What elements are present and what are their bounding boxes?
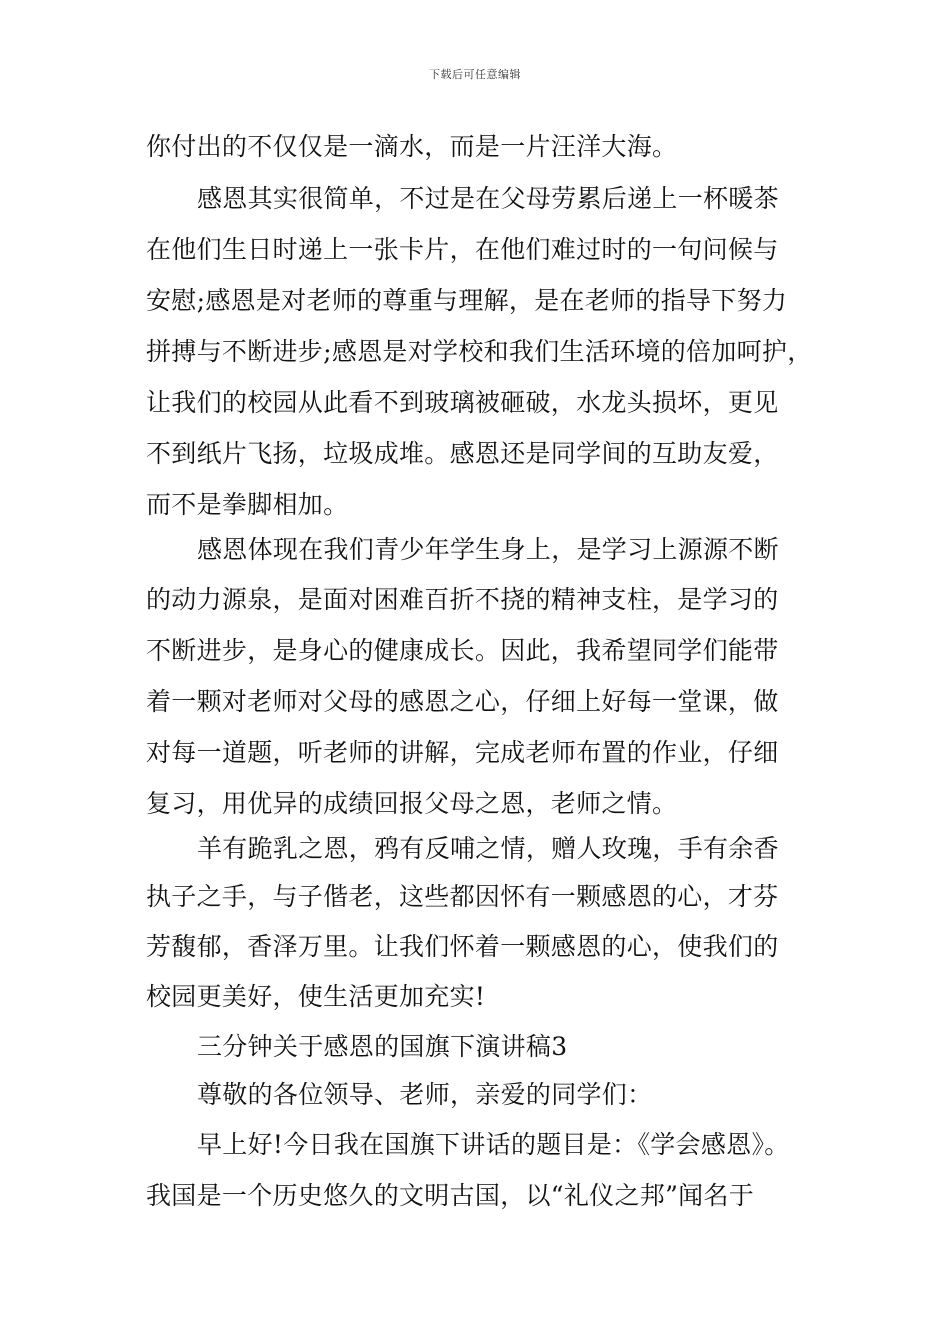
body-line: 不到纸片飞扬，垃圾成堆。感恩还是同学间的互助友爱， bbox=[146, 439, 779, 468]
body-line: 让我们的校园从此看不到玻璃被砸破，水龙头损坏，更见 bbox=[146, 388, 779, 417]
body-line: 拼搏与不断进步;感恩是对学校和我们生活环境的倍加呵护， bbox=[146, 337, 813, 366]
salutation: 尊敬的各位领导、老师，亲爱的同学们： bbox=[197, 1080, 653, 1109]
paragraph-line: 羊有跪乳之恩，鸦有反哺之情，赠人玫瑰，手有余香 bbox=[197, 834, 779, 863]
paragraph-line: 早上好!今日我在国旗下讲话的题目是：《学会感恩》。 bbox=[197, 1130, 790, 1159]
body-line: 安慰;感恩是对老师的尊重与理解，是在老师的指导下努力 bbox=[146, 286, 788, 315]
section-title: 三分钟关于感恩的国旗下演讲稿3 bbox=[197, 1032, 568, 1061]
body-line: 我国是一个历史悠久的文明古国，以“礼仪之邦”闻名于 bbox=[146, 1181, 755, 1210]
body-line: 芳馥郁，香泽万里。让我们怀着一颗感恩的心，使我们的 bbox=[146, 932, 779, 961]
body-line: 对每一道题，听老师的讲解，完成老师布置的作业，仔细 bbox=[146, 738, 779, 767]
body-line: 着一颗对老师对父母的感恩之心，仔细上好每一堂课，做 bbox=[146, 687, 779, 716]
page-header: 下载后可任意编辑 bbox=[429, 68, 521, 81]
body-line: 而不是拳脚相加。 bbox=[146, 490, 349, 519]
paragraph-line: 感恩体现在我们青少年学生身上，是学习上源源不断 bbox=[197, 535, 779, 564]
body-line: 的动力源泉，是面对困难百折不挠的精神支柱，是学习的 bbox=[146, 585, 779, 614]
body-line: 不断进步，是身心的健康成长。因此，我希望同学们能带 bbox=[146, 636, 779, 665]
body-line: 校园更美好，使生活更加充实! bbox=[146, 982, 486, 1011]
body-line: 你付出的不仅仅是一滴水，而是一片汪洋大海。 bbox=[146, 132, 678, 161]
paragraph-line: 感恩其实很简单，不过是在父母劳累后递上一杯暖茶 bbox=[197, 184, 779, 213]
body-line: 在他们生日时递上一张卡片，在他们难过时的一句问候与 bbox=[146, 235, 779, 264]
body-line: 执子之手，与子偕老，这些都因怀有一颗感恩的心，才芬 bbox=[146, 882, 779, 911]
body-line: 复习，用优异的成绩回报父母之恩，老师之情。 bbox=[146, 789, 678, 818]
